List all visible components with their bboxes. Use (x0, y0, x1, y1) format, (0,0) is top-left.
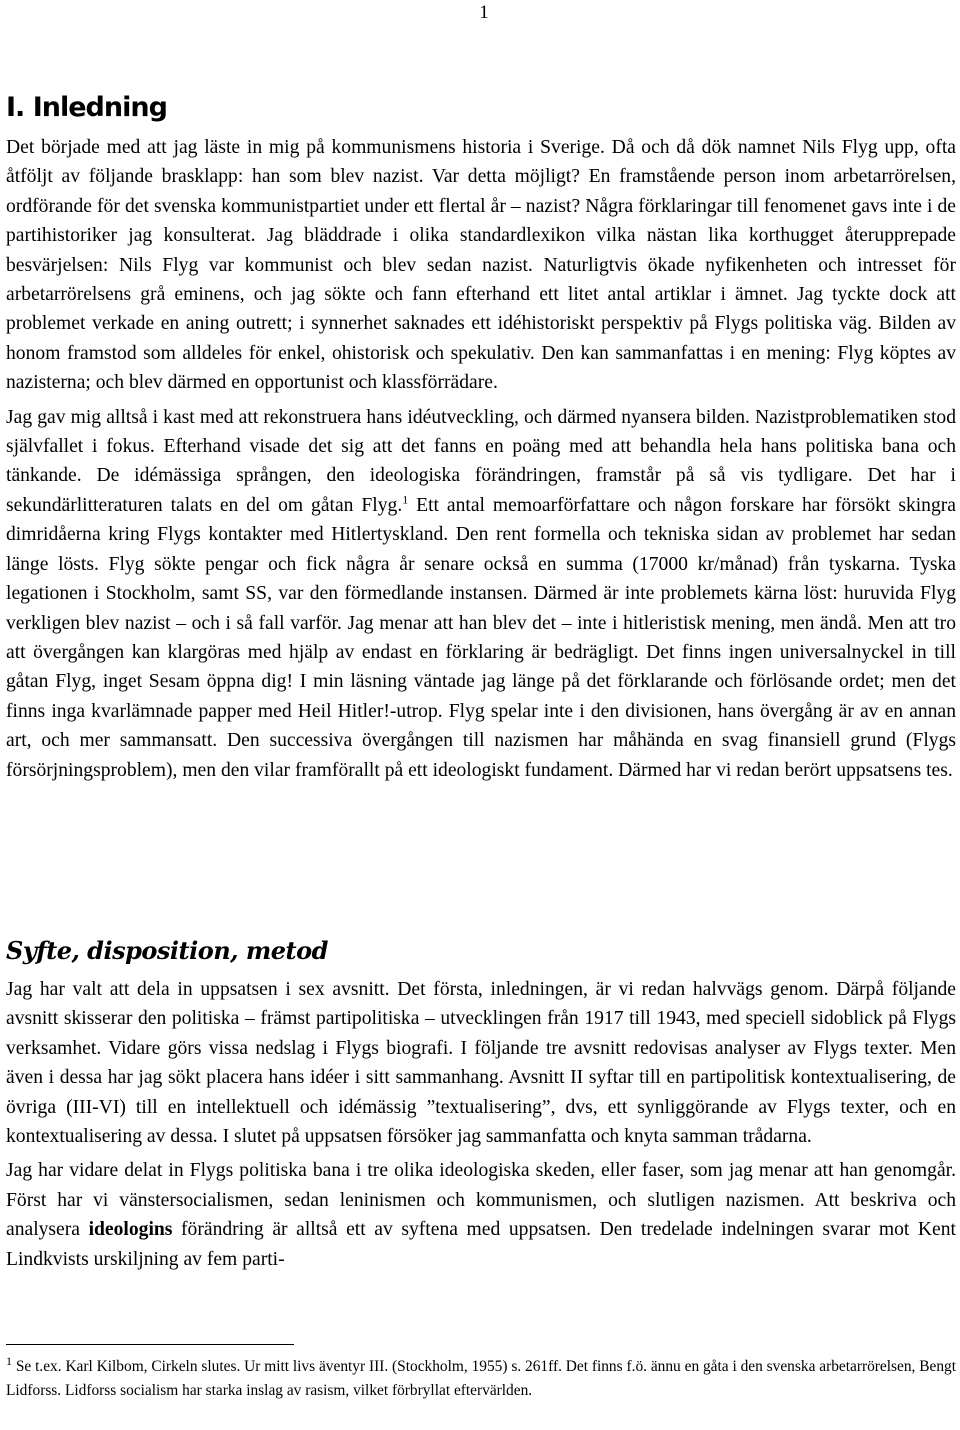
emphasized-word: ideologins (88, 1219, 173, 1241)
intro-paragraph-2-text-b: Ett antal memoarförfattare och någon forskare har försökt skingra dimridåerna kring Flygs kontakter med Hitlertyskland. Den rent formella och tekniska sidan av problemet har sedan länge lösts. Flyg sökte pengar och fick några år senare också en summa (17000 kr/månad) från tyskarna. Tyska legationen i Stockholm, samt SS, var den förmedlande instansen. Därmed är inte problemets kärna löst: huruvida Flyg verkligen blev nazist – och i så fall varför. Jag menar att han blev det – inte i hitleristisk mening, men ändå. Men att tro att övergången kan klargöras med hjälp av endast en förklaring är bedrägligt. Det finns ingen universalnyckel in till gåtan Flyg, inget Sesam öppna dig! I min läsning väntade jag länge på det förklarande och förlösande ordet; men det finns inga kvarlämnade papper med Heil Hitler!-utrop. Flyg spelar inte i den divisionen, hans övergång är av en annan art, och mer sammansatt. Den successiva övergången till nazismen har måhända en svag finansiell grund (Flygs försörjningsproblem), men den vilar framförallt på ett ideologiskt fundament. Därmed har vi redan berört uppsatsens tes. (6, 494, 956, 781)
section-heading: Syfte, disposition, metod (6, 936, 328, 965)
chapter-title: I. Inledning (6, 92, 167, 123)
footnote-mark: 1 (6, 1353, 12, 1368)
footnote (6, 1355, 956, 1402)
intro-text (6, 133, 956, 790)
section-paragraph-2 (6, 1156, 956, 1274)
footnote-reference: 1 (402, 492, 409, 507)
section-text (6, 975, 956, 1279)
intro-paragraph-2-text-a: Jag gav mig alltså i kast med att rekonstruera hans idéutveckling, och därmed nyansera bilden. Nazistproblematiken stod självfallet i fokus. Efterhand visade det sig att det fanns en poäng med att behandla hela hans politiska bana och tänkande. De idémässiga sprången, den ideologiska förändringen, framstår på så vis tydligare. Det har i sekundärlitteraturen talats en del om gåtan Flyg. (6, 406, 956, 516)
section-paragraph-2-text-b: förändring är alltså ett av syftena med uppsatsen. Den tredelade indelningen svarar mot Kent Lindkvists urskiljning av fem parti- (6, 1219, 956, 1270)
intro-paragraph-2 (6, 403, 956, 785)
section-paragraph-1: Jag har valt att dela in uppsatsen i sex avsnitt. Det första, inledningen, är vi redan halvvägs genom. Därpå följande avsnitt skisserar den politiska – främst partipolitiska – utvecklingen från 1917 till 1943, med speciell sidoblick på Flygs verksamhet. Vidare görs vissa nedslag i Flygs biografi. I följande tre avsnitt redovisas analyser av Flygs texter. Men även i dessa har jag sökt placera hans idéer i sitt sammanhang. Avsnitt II syftar till en partipolitisk kontextualisering, de övriga (III-VI) till en intellektuell och idémässig ”textualisering”, dvs, ett synliggörande av Flygs texter, och en kontextualisering av dessa. I slutet på uppsatsen försöker jag sammanfatta och knyta samman trådarna. (6, 979, 956, 1148)
intro-paragraph-1: Det började med att jag läste in mig på kommunismens historia i Sverige. Då och då dök namnet Nils Flyg upp, ofta åtföljt av följande brasklapp: han som blev nazist. Var detta möjligt? En framstående person inom arbetarrörelsen, ordförande för det svenska kommunistpartiet under ett flertal år – nazist? Några förklaringar till fenomenet gavs inte i de partihistoriker jag konsulterat. Jag bläddrade i olika standardlexikon vilka nästan lika korthugget återupprepade besvärjelsen: Nils Flyg var kommunist och blev sedan nazist. Naturligtvis ökade nyfikenheten och intresset för arbetarrörelsens grå eminens, och jag sökte och fann efterhand ett litet antal artiklar i ämnet. Jag tyckte dock att problemet verkade en aning outrett; i synnerhet saknades ett idéhistoriskt perspektiv på Flygs politiska väg. Bilden av honom framstod som alldeles för enkel, ohistorisk och spekulativ. Den kan sammanfattas i en mening: Flyg köptes av nazisterna; och blev därmed en opportunist och klassförrädare. (6, 137, 956, 394)
page-number: 1 (479, 2, 489, 23)
footnote-text: Se t.ex. Karl Kilbom, Cirkeln slutes. Ur mitt livs äventyr III. (Stockholm, 1955) s. 261ff. Det finns f.ö. ännu en gåta i den svenska arbetarrörelsen, Bengt Lidforss. Lidforss socialism har starka inslag av rasism, vilket förbryllat eftervärlden. (6, 1358, 956, 1399)
section-paragraph-2-text-a: Jag har vidare delat in Flygs politiska bana i tre olika ideologiska skeden, eller faser, som jag menar att han genomgår. Först har vi vänstersocialismen, sedan leninismen och kommunismen, och slutligen nazismen. Att beskriva och analysera (6, 1160, 956, 1241)
footnote-divider (6, 1344, 294, 1345)
